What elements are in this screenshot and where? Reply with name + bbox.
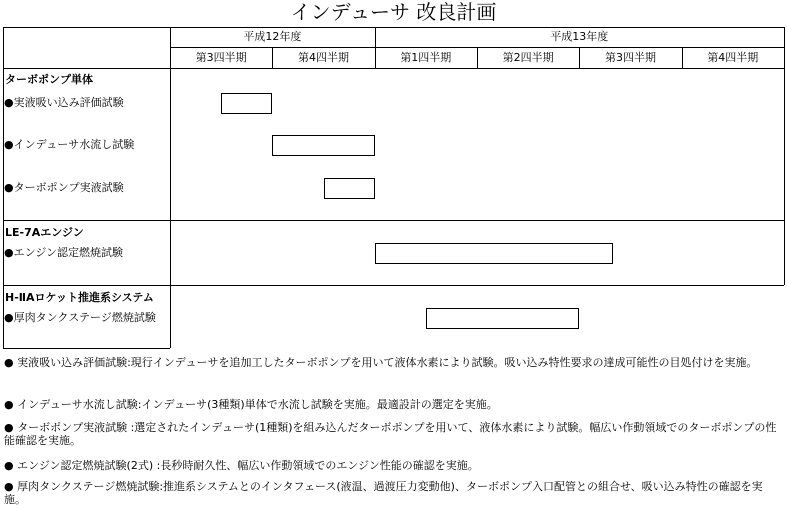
year-label: 平成12年度 — [243, 30, 302, 43]
schedule-bar — [272, 135, 374, 156]
header-bottom-divider — [3, 68, 784, 69]
quarter-label: 第2四半期 — [502, 51, 554, 64]
schedule-bar — [375, 243, 613, 264]
note-item: ● 厚肉タンクステージ燃焼試験:推進系システムとのインタフェース(液温、過渡圧力変動他)、ターボポンプ入口配管との組合せ、吸い込み特性の確認を実施。 — [4, 480, 763, 506]
quarter-label: 第1四半期 — [400, 51, 452, 64]
quarter-label: 第3四半期 — [604, 51, 656, 64]
task-label: ●インデューサ水流し試験 — [4, 138, 135, 151]
task-label: ●実液吸い込み評価試験 — [4, 96, 124, 109]
schedule-bar — [324, 178, 375, 199]
table-top-border — [3, 27, 784, 28]
section-title: ターボポンプ単体 — [5, 73, 93, 86]
quarter-label: 第4四半期 — [297, 51, 349, 64]
page-title: インデューサ 改良計画 — [290, 0, 497, 24]
task-label: ●エンジン認定燃焼試験 — [4, 246, 124, 259]
schedule-bar — [221, 93, 272, 114]
task-label: ●厚肉タンクステージ燃焼試験 — [4, 311, 156, 324]
section-title: H-ⅡAロケット推進系システム — [5, 291, 154, 304]
schedule-bar — [426, 308, 580, 329]
section-divider — [3, 285, 784, 286]
table-right-border — [784, 27, 785, 285]
note-item: ● インデューサ水流し試験:インデューサ(3種類)単体で水流し試験を実施。最適設計の選定を実施。 — [4, 398, 498, 411]
task-label: ●ターボポンプ実液試験 — [4, 181, 124, 194]
section-divider — [3, 220, 784, 221]
table-bottom-border — [3, 348, 170, 349]
note-item: ● ターボポンプ実液試験 :選定されたインデューサ(1種類)を組み込んだターボポンプを用いて、液体水素により試験。幅広い作動領域でのターボポンプの性能確認を実施。 — [4, 421, 777, 447]
quarter-label: 第4四半期 — [707, 51, 759, 64]
year-label: 平成13年度 — [550, 30, 609, 43]
section-title: LE-7Aエンジン — [5, 226, 84, 239]
note-item: ● エンジン認定燃焼試験(2式) :長秒時耐久性、幅広い作動領域でのエンジン性能の確認を実施。 — [4, 459, 479, 472]
note-item: ● 実液吸い込み評価試験:現行インデューサを追加工したターボポンプを用いて液体水素により試験。吸い込み特性要求の達成可能性の目処付けを実施。 — [4, 356, 758, 369]
label-column-divider — [170, 27, 171, 348]
quarter-label: 第3四半期 — [195, 51, 247, 64]
